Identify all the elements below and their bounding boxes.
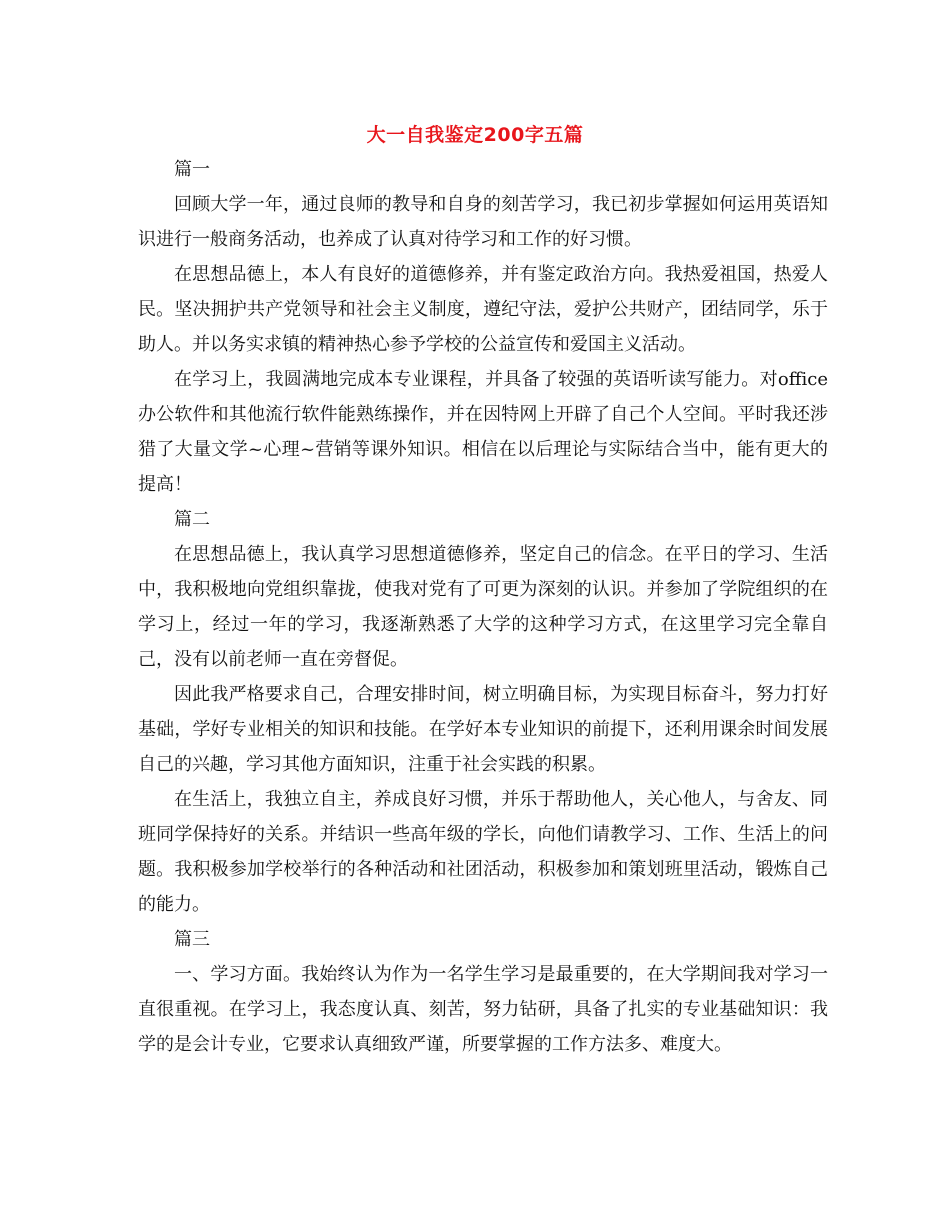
body-paragraph: 在学习上，我圆满地完成本专业课程，并具备了较强的英语听读写能力。对office办公软件和其他流行软件能熟练操作，并在因特网上开辟了自己个人空间。平时我还涉猎了大量文学~心理~营销等课外知识。相信在以后理论与实际结合当中，能有更大的提高！ (138, 369, 828, 495)
body-paragraph: 在生活上，我独立自主，养成良好习惯，并乐于帮助他人，关心他人，与舍友、同班同学保持好的关系。并结识一些高年级的学长，向他们请教学习、工作、生活上的问题。我积极参加学校举行的各种活动和社团活动，积极参加和策划班里活动，锻炼自己的能力。 (138, 789, 828, 915)
section-heading: 篇一 (174, 159, 210, 180)
body-paragraph: 在思想品德上，我认真学习思想道德修养，坚定自己的信念。在平日的学习、生活中，我积极地向党组织靠拢，使我对党有了可更为深刻的认识。并参加了学院组织的在学习上，经过一年的学习，我逐渐熟悉了大学的这种学习方式，在这里学习完全靠自己，没有以前老师一直在旁督促。 (138, 544, 828, 670)
body-paragraph: 因此我严格要求自己，合理安排时间，树立明确目标，为实现目标奋斗，努力打好基础，学好专业相关的知识和技能。在学好本专业知识的前提下，还利用课余时间发展自己的兴趣，学习其他方面知识，注重于社会实践的积累。 (138, 684, 828, 775)
body-paragraph: 回顾大学一年，通过良师的教导和自身的刻苦学习，我已初步掌握如何运用英语知识进行一般商务活动，也养成了认真对待学习和工作的好习惯。 (138, 194, 828, 250)
body-paragraph: 在思想品德上，本人有良好的道德修养，并有鉴定政治方向。我热爱祖国，热爱人民。坚决拥护共产党领导和社会主义制度，遵纪守法，爱护公共财产，团结同学，乐于助人。并以务实求镇的精神热心参予学校的公益宣传和爱国主义活动。 (138, 264, 828, 355)
document-title: 大一自我鉴定200字五篇 (366, 124, 584, 146)
body-paragraph: 一、学习方面。我始终认为作为一名学生学习是最重要的，在大学期间我对学习一直很重视。在学习上，我态度认真、刻苦，努力钻研，具备了扎实的专业基础知识：我学的是会计专业，它要求认真细致严谨，所要掌握的工作方法多、难度大。 (138, 964, 828, 1055)
section-heading: 篇二 (174, 509, 210, 530)
section-heading: 篇三 (174, 929, 210, 950)
document-body (138, 152, 828, 1062)
